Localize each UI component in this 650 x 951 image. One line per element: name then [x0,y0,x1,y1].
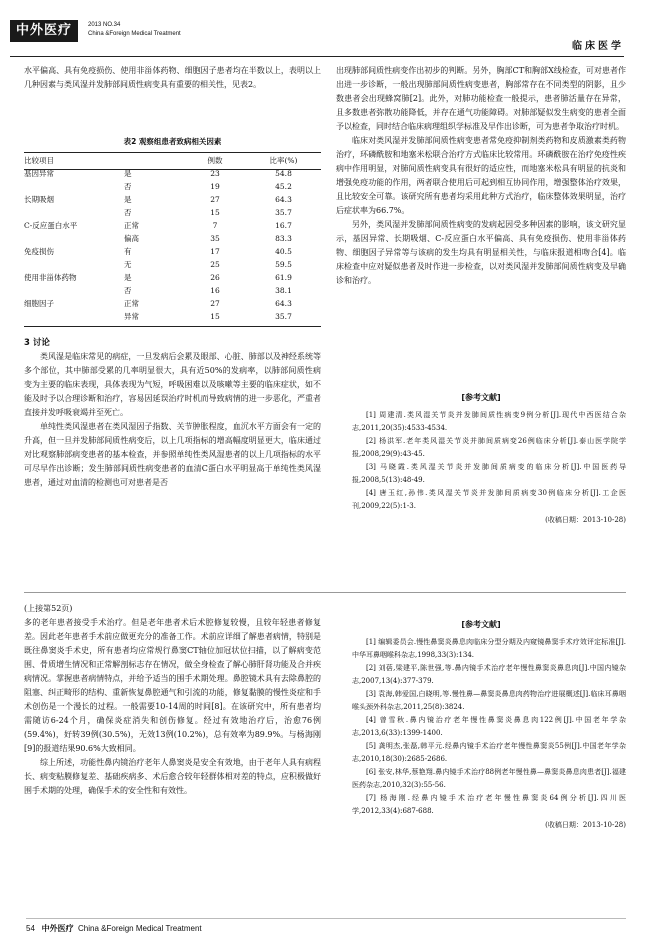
table-row [24,271,321,284]
table-cell: 是 [124,273,132,282]
table-cell: C-反应蛋白水平 [24,221,78,230]
table-top-rule [24,152,321,153]
references-heading: [参考文献] [461,620,501,629]
issue-line: 2013 NO.34 [88,22,121,28]
table-cell: 否 [124,182,132,191]
table-cell: 59.5 [275,260,292,269]
page-number: 54 [26,924,35,933]
table-cell: 是 [124,169,132,178]
table-cell: 83.3 [275,234,292,243]
table-cell [24,310,124,323]
table-cell: 15 [210,208,220,217]
table-cell: 正常 [124,221,139,230]
table-cell [24,180,124,193]
table-cell: 35.7 [275,312,292,321]
table-cell: 35 [210,234,220,243]
reference-item: [3] 袁海,韩爱国,白晓明,等.慢性鼻—鼻窦炎鼻息肉药物治疗进展概述[J].临床耳鼻咽喉头颈外科杂志,2011,25(8):3824. [352,690,626,711]
table-cell: 16 [210,286,220,295]
received-date: (收稿日期：2013-10-28) [545,821,626,829]
continued-note: (上接第52页) [24,604,73,613]
table-row [24,284,321,297]
paragraph: 另外，类风湿并发肺部间质性病变的发病起因受多种因素的影响，该文研究显示，基因异常、长期吸烟、C-反应蛋白水平偏高、具有免疫损伤、使用非甾体药物、细胞因子异常等与该病的发生均具有明显相关性，与临床报道相吻合[4]。临床检查中应对疑似患者及时作进一步检查，以对类风湿并发肺部间质性病变及早确诊和治疗。 [336,220,626,285]
table-cell: 16.7 [275,221,292,230]
table-cell [24,284,124,297]
table-row [24,258,321,271]
reference-item: [4] 曾雪秋.鼻内镜治疗老年慢性鼻窦炎鼻息肉122例[J].中国老年学杂志,2013,6(33):1399-1400. [352,716,626,737]
reference-item: [6] 张安,林华,蔡艳翔.鼻内镜手术治疗88例老年慢性鼻—鼻窦炎鼻息肉患者[J].福建医药杂志,2010,32(3):55-56. [352,768,626,789]
table-cell: 25 [210,260,220,269]
table-cell: 35.7 [275,208,292,217]
table-cell: 无 [124,260,132,269]
journal-issue-block [88,21,181,39]
table-cell: 27 [210,195,220,204]
lower-left-text [24,602,321,798]
table-cell: 是 [124,195,132,204]
section-heading: 3 讨论 [24,338,50,348]
table-cell: 长期吸烟 [24,195,54,204]
reference-item: [1] 编辑委员会.慢性鼻窦炎鼻息肉临床分型分期及内窥镜鼻窦手术疗效评定标准[J].中华耳鼻咽喉科杂志,1998,33(3):134. [352,638,626,659]
table-row [24,219,321,232]
table-header-row [24,154,321,167]
column-header: 比率(%) [269,156,298,165]
journal-english-name: China &Foreign Medical Treatment [88,31,181,37]
footer-rule [26,918,626,919]
table-cell: 细胞因子 [24,299,54,308]
journal-logo: 中外医疗 [10,20,78,42]
references-lower [336,618,626,832]
table-cell [24,206,124,219]
reference-item: [1] 周建清.类风湿关节炎并发肺间质性病变9例分析[J].现代中西医结合杂志,2011,20(35):4533-4534. [352,411,626,432]
table-row [24,232,321,245]
table-row [24,310,321,323]
table-cell: 61.9 [275,273,292,282]
paragraph: 单纯性类风湿患者在类风湿因子指数、关节肿胀程度，血沉水平方面会有一定的升高，但一旦并发肺部间质性病变后，以上几项指标的增高幅度明显更大，临床通过对比观察肺部病变患者的基本检查，并参照单纯性类风湿患者的以上几项指标的水平可尽早作出诊断；发生肺部间质性病变患者的血清C蛋白水平明显高于单纯性类风湿患者，通过对血清的检测也可对患者是否 [24,422,321,487]
table-cell: 有 [124,247,132,256]
table-cell: 40.5 [275,247,292,256]
paragraph: 类风湿是临床常见的病症，一旦发病后会累及眼部、心脏、肺部以及神经系统等多个部位，其中肺部受累的几率明显很大，具有近50%的发病率，以肺部间质性病变为主要的临床表现，具体表现为气短，呼吸困难以及咳嗽等主要的临床症状，如不能及时予以合理诊断和治疗，容易因延误治疗时机而导致病情的进一步恶化，严重者直接并发呼吸衰竭并至死亡。 [24,352,321,417]
table-cell: 23 [210,169,220,178]
table-cell: 使用非甾体药物 [24,273,77,282]
table-cell: 27 [210,299,220,308]
table-cell [24,258,124,271]
references-heading: [参考文献] [461,393,501,402]
section-title: 临床医学 [572,41,624,52]
reference-item: [3] 马晓霞.类风湿关节炎并发肺间质病变的临床分析[J].中国医药导报,2008,5(13):48-49. [352,463,626,484]
footer-journal-en: China &Foreign Medical Treatment [78,924,202,933]
table-cell: 45.2 [275,182,292,191]
table-cell: 54.8 [275,169,292,178]
table-cell: 7 [212,221,218,230]
table-cell: 17 [210,247,220,256]
column-header [124,154,184,167]
reference-item: [7] 杨海刚.经鼻内镜手术治疗老年慢性鼻窦炎64例分析[J].四川医学,2012,33(4):687-688. [352,794,626,815]
table-header-rule [24,169,321,170]
table-row [24,297,321,310]
page-footer [26,922,202,936]
table-cell: 基因异常 [24,169,54,178]
left-top-text [24,64,321,92]
reference-item: [5] 龚明杰,张磊,韩平元.经鼻内镜手术治疗老年慢性鼻窦炎55例[J].中国老年学杂志,2010,18(30):2685-2686. [352,742,626,763]
table-cell: 偏高 [124,234,139,243]
paragraph: 出现肺部间质性病变作出初步的判断。另外，胸部CT和胸部X线检查，可对患者作出进一步诊断，一般出现肺部间质性病变患者，胸部常存在不同类型的阴影，且少数患者会出现蜂窝肺[2]。此外，对肺功能检查一般提示，患者肺活量存在异常，且多数患者弥散功能降低，并存在通气功能障碍。对肺部疑似发生病变的患者全面予以检查，同时结合临床病理组织学标准及早作出诊断，可为患者争取治疗时机。 [336,66,626,131]
table-cell [24,232,124,245]
table-cell: 64.3 [275,195,292,204]
table-row [24,180,321,193]
header-rule [10,56,624,57]
paragraph: 综上所述，功能性鼻内镜治疗老年人鼻窦炎是安全有效地，由于老年人具有病程长、病变粘膜修复差、基础疾病多、术后愈合较年轻群体相对差的特点，应积极做好围手术期的处理，确保手术的安全性和有效性。 [24,758,321,795]
table-cell: 异常 [124,312,139,321]
table-cell: 15 [210,312,220,321]
reference-item: [2] 刘蓓,梁建平,陈世强,等.鼻内镜手术治疗老年慢性鼻窦炎鼻息肉[J].中国内镜杂志,2007,13(4):377-379. [352,664,626,685]
section-separator [24,592,626,593]
table-cell: 64.3 [275,299,292,308]
paragraph: 临床对类风湿并发肺部间质性病变患者常免疫抑制剂类药物和皮质激素类药物治疗，环磷酰胺和地塞米松联合治疗方式临床比较常用。环磷酰胺在治疗免疫性疾病中作用明显，对肺间质性病变具有很好的适应性，而地塞米松具有明显的抗炎和增强免疫功能的作用，两者联合使用后可起到相互协同作用，增强整体治疗效果，且比较安全可靠。该研究所有患者均采用此种方式治疗，临床整体效果明显，治疗后症状率为66.7%。 [336,136,626,215]
received-date: (收稿日期：2013-10-28) [545,516,626,524]
references-upper [336,391,626,527]
table-row [24,245,321,258]
column-header: 例数 [207,156,223,165]
reference-item: [2] 杨洪军.老年类风湿关节炎并肺间质病变26例临床分析[J].泰山医学院学报,2008,29(9):43-45. [352,437,626,458]
footer-journal-cn: 中外医疗 [41,924,74,933]
table-cell: 19 [210,182,220,191]
right-top-text [336,64,626,288]
table-cell: 38.1 [275,286,292,295]
table-cell: 免疫损伤 [24,247,54,256]
table-row [24,193,321,206]
table-cell: 否 [124,286,132,295]
column-header: 比较项目 [24,156,54,165]
table-row [24,206,321,219]
reference-item: [4] 唐玉红,孙伟.类风湿关节炎并发肺间质病变30例临床分析[J].工企医刊,2009,22(5):1-3. [352,489,626,510]
table-cell: 正常 [124,299,139,308]
table-bottom-rule [24,326,321,327]
table-title: 表2 观察组患者致病相关因素 [123,137,222,146]
data-table [24,154,321,323]
paragraph: 水平偏高、具有免疫损伤、使用非甾体药物、细胞因子患者均在半数以上，表明以上几种因素与类风湿并发肺部间质性病变具有重要的相关性，见表2。 [24,66,321,89]
paragraph: 多的老年患者接受手术治疗。但是老年患者术后术腔修复较慢，且较年轻患者修复差。因此老年患者手术前应做更充分的准备工作。术前应详细了解患者病情，特别是既往鼻窦炎手术史，所有患者均应常规行鼻窦CT轴位加冠状位扫描，以了解病变范围、骨质增生情况和正常解剖标志存在情况，做全身检查了解心肺肝肾功能及合并疾病情况。掌握患者病情特点，并给予适当的围手术期处理。鼻腔镜术具有去除鼻腔的阻塞、纠正畸形的结构、重新恢复鼻腔通气和引流的功能，修复黏膜的慢性炎症和手术创伤是一个漫长的过程。一般需要10-14周的时间[8]。在该研究中，所有患者均需随访6-24个月，确保炎症消失和创伤修复。经过有效地治疗后，治愈76例(59.4%)，好转39例(30.5%)，无效13例(10.2%)，总有效率为89.9%。与杨海刚[9]的报道结果90.6%大致相同。 [24,618,321,753]
table-cell: 26 [210,273,220,282]
table-cell: 否 [124,208,132,217]
discussion-section [24,336,321,490]
